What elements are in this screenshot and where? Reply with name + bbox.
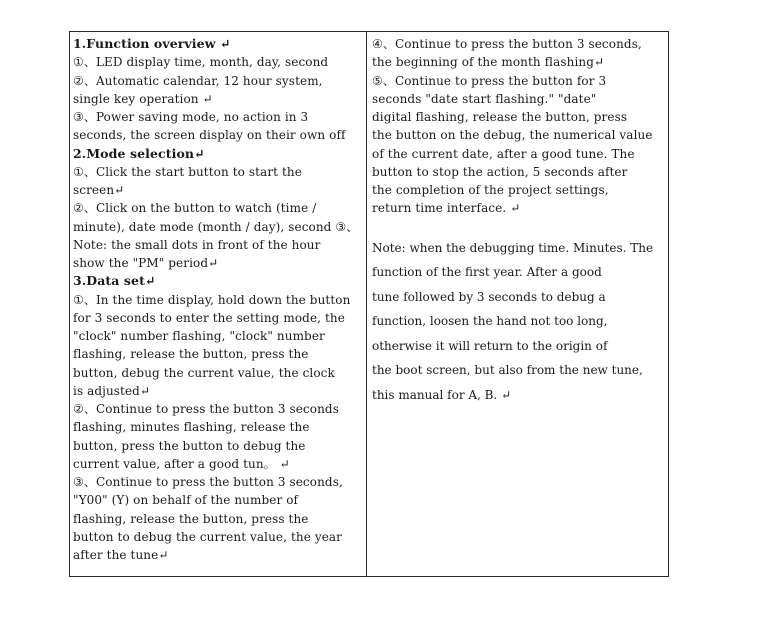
text-line: the completion of the project settings,	[372, 183, 609, 197]
text-line: the button on the debug, the numerical value	[372, 128, 653, 143]
text-line: of the current date, after a good tune. The	[372, 146, 635, 161]
text-line: for 3 seconds to enter the setting mode, the	[73, 310, 345, 325]
text-line: "clock" number flashing, "clock" number	[73, 329, 325, 343]
text-line: return time interface. ↵	[372, 201, 521, 216]
text-line: ①、In the time display, hold down the button	[73, 292, 351, 307]
text-line: button to stop the action, 5 seconds after	[372, 164, 628, 179]
text-line: the beginning of the month flashing↵	[372, 55, 605, 70]
text-line: flashing, release the button, press the	[73, 511, 309, 526]
section-heading: 2.Mode selection↵	[73, 145, 205, 161]
text-line: ④、Continue to press the button 3 seconds,	[372, 37, 642, 51]
text-line: button, press the button to debug the	[73, 438, 306, 453]
text-line: button, debug the current value, the clock	[73, 365, 335, 380]
note-line: the boot screen, but also from the new tune,	[372, 363, 643, 377]
text-line: ②、Automatic calendar, 12 hour system,	[73, 73, 323, 88]
note-line: otherwise it will return to the origin of	[372, 338, 608, 353]
text-line: ⑤、Continue to press the button for 3	[372, 73, 607, 88]
text-line: single key operation ↵	[73, 91, 213, 106]
text-line: is adjusted↵	[73, 383, 151, 398]
text-line: minute), date mode (month / day), second ③、	[73, 219, 359, 234]
text-line: ③、Power saving mode, no action in 3	[73, 110, 309, 124]
section-heading: 3.Data set↵	[73, 273, 156, 289]
paragraph-gap	[372, 218, 665, 236]
text-line: after the tune↵	[73, 548, 169, 562]
section-heading: 1.Function overview ↵	[73, 36, 231, 51]
text-line: seconds "date start flashing." "date"	[372, 91, 597, 106]
text-line: current value, after a good tun。 ↵	[73, 456, 290, 471]
note-line: function of the first year. After a good	[372, 265, 602, 279]
text-line: Note: the small dots in front of the hour	[73, 237, 321, 252]
text-line: show the "PM" period↵	[73, 256, 219, 270]
text-line: flashing, minutes flashing, release the	[73, 420, 310, 435]
text-line: "Y00" (Y) on behalf of the number of	[73, 493, 299, 508]
instruction-table	[69, 31, 669, 577]
text-line: seconds, the screen display on their own off	[73, 128, 346, 143]
left-column	[70, 32, 367, 576]
text-line: ②、Continue to press the button 3 seconds	[73, 402, 339, 416]
text-line: digital flashing, release the button, press	[372, 110, 628, 124]
right-column	[367, 32, 668, 576]
text-line: button to debug the current value, the year	[73, 529, 342, 544]
note-line: tune followed by 3 seconds to debug a	[372, 289, 606, 304]
text-line: flashing, release the button, press the	[73, 347, 309, 362]
note-line: Note: when the debugging time. Minutes. The	[372, 240, 654, 255]
text-line: ①、LED display time, month, day, second	[73, 55, 329, 70]
note-line: this manual for A, B. ↵	[372, 387, 512, 402]
text-line: ③、Continue to press the button 3 seconds,	[73, 475, 343, 489]
text-line: ①、Click the start button to start the	[73, 164, 302, 179]
text-line: screen↵	[73, 183, 125, 197]
text-line: ②、Click on the button to watch (time /	[73, 201, 317, 216]
note-line: function, loosen the hand not too long,	[372, 314, 608, 328]
